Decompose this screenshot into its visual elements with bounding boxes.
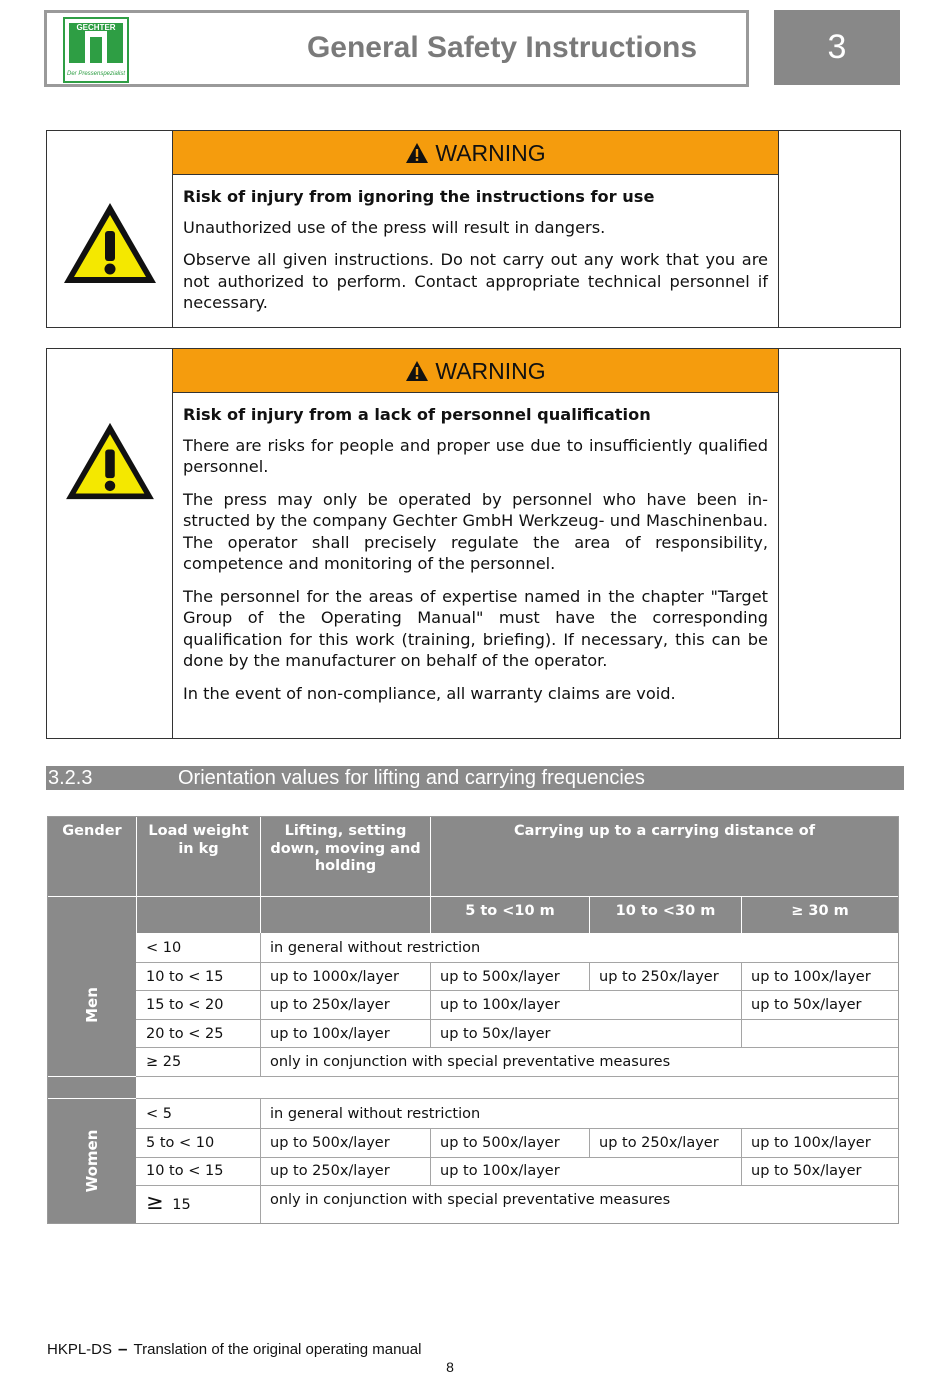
warning-title: Risk of injury from a lack of personnel qualification	[183, 405, 651, 424]
warning-paragraph: The press may only be operated by personnel who have been instructed by the company Gechter GmbH Werkzeug- und Maschinenbau. The operator shall precisely regulate the area of responsibility, competence and monitoring of the personnel.	[183, 489, 768, 573]
men-lifting-1: in general without restriction	[270, 940, 481, 956]
section-number: 3.2.3	[48, 767, 93, 789]
warning-box-2	[46, 348, 901, 739]
men-carry-d3-2: up to 100x/layer	[751, 969, 871, 985]
men-carry-d3-3: up to 50x/layer	[751, 997, 862, 1013]
section-title: Orientation values for lifting and carrying frequencies	[178, 767, 645, 789]
page-header	[44, 10, 749, 87]
men-load-4: 20 to < 25	[146, 1026, 224, 1042]
women-carry-d2-2: up to 250x/layer	[599, 1135, 719, 1151]
gender-men-label: Men	[83, 987, 101, 1023]
chapter-number: 3	[774, 10, 900, 85]
footer-text: Translation of the original operating manual	[133, 1341, 422, 1358]
men-carry-d1-2: up to 500x/layer	[440, 969, 560, 985]
warning-label: WARNING	[435, 140, 546, 166]
header-distance-3: ≥ 30 m	[791, 903, 849, 919]
svg-text:Der Pressenspezialist: Der Pressenspezialist	[66, 71, 126, 77]
men-load-5: ≥ 25	[146, 1054, 182, 1070]
page-footer	[47, 1339, 421, 1359]
men-load-2: 10 to < 15	[146, 969, 224, 985]
footer-doc-id: HKPL-DS	[47, 1341, 113, 1358]
header-lifting: Lifting, setting down, moving and holding	[270, 823, 421, 874]
warning-title: Risk of injury from ignoring the instructions for use	[183, 187, 655, 206]
header-load-weight: Load weight in kg	[148, 823, 249, 857]
footer-dash: –	[118, 1339, 128, 1358]
page-title: General Safety Instructions	[306, 31, 698, 64]
warning-paragraph: Unauthorized use of the press will result in dangers.	[183, 217, 606, 237]
page-number: 8	[446, 1359, 454, 1375]
women-carry-d1-2: up to 500x/layer	[440, 1135, 560, 1151]
men-lifting-5: only in conjunction with special preventative measures	[270, 1054, 671, 1070]
section-heading	[46, 766, 904, 790]
header-gender: Gender	[62, 823, 122, 839]
svg-text:GECHTER: GECHTER	[76, 23, 116, 32]
greater-equal-symbol: ≥	[146, 1190, 164, 1214]
men-carry-d1-3: up to 100x/layer	[440, 997, 560, 1013]
women-lifting-3: up to 250x/layer	[270, 1163, 390, 1179]
women-load-2: 5 to < 10	[146, 1135, 215, 1151]
warning-paragraph: In the event of non-compliance, all warranty claims are void.	[183, 683, 676, 703]
warning-banner	[173, 349, 778, 393]
gender-women-label: Women	[83, 1129, 101, 1193]
hazard-warning-icon	[63, 419, 157, 503]
women-lifting-2: up to 500x/layer	[270, 1135, 390, 1151]
header-distance-2: 10 to <30 m	[615, 903, 716, 919]
frequency-table	[47, 816, 899, 1224]
women-carry-d1-3: up to 100x/layer	[440, 1163, 560, 1179]
women-lifting-1: in general without restriction	[270, 1106, 481, 1122]
women-load-1: < 5	[146, 1106, 172, 1122]
men-carry-d1-4: up to 50x/layer	[440, 1026, 551, 1042]
women-lifting-4: only in conjunction with special preventative measures	[270, 1192, 671, 1208]
header-distance-1: 5 to <10 m	[465, 903, 555, 919]
women-load-4-value: 15	[172, 1197, 191, 1213]
gechter-logo	[63, 17, 129, 83]
warning-label: WARNING	[435, 358, 546, 384]
men-load-3: 15 to < 20	[146, 997, 224, 1013]
warning-paragraph: There are risks for people and proper use due to insufficiently qualified personnel.	[183, 435, 768, 476]
men-lifting-2: up to 1000x/layer	[270, 969, 399, 985]
women-load-4	[136, 1190, 191, 1214]
hazard-warning-icon	[61, 199, 159, 287]
women-carry-d3-2: up to 100x/layer	[751, 1135, 871, 1151]
header-carrying: Carrying up to a carrying distance of	[513, 823, 816, 839]
women-load-3: 10 to < 15	[146, 1163, 224, 1179]
men-load-1: < 10	[146, 940, 182, 956]
warning-banner	[173, 131, 778, 175]
warning-paragraph: Observe all given instructions. Do not carry out any work that you are not authorized to perform. Contact appropriate technical personnel if necessary.	[183, 250, 768, 312]
women-carry-d3-3: up to 50x/layer	[751, 1163, 862, 1179]
men-lifting-4: up to 100x/layer	[270, 1026, 390, 1042]
men-carry-d2-2: up to 250x/layer	[599, 969, 719, 985]
men-lifting-3: up to 250x/layer	[270, 997, 390, 1013]
warning-triangle-icon	[405, 142, 429, 164]
warning-triangle-icon	[405, 360, 429, 382]
warning-paragraph: The personnel for the areas of expertise named in the chapter "Target Group of the Operating Manual" must have the corresponding qualification for this work (training, briefing). If necessary, this can be done by the manufacturer on behalf of the operator.	[183, 586, 768, 670]
warning-box-1	[46, 130, 901, 328]
